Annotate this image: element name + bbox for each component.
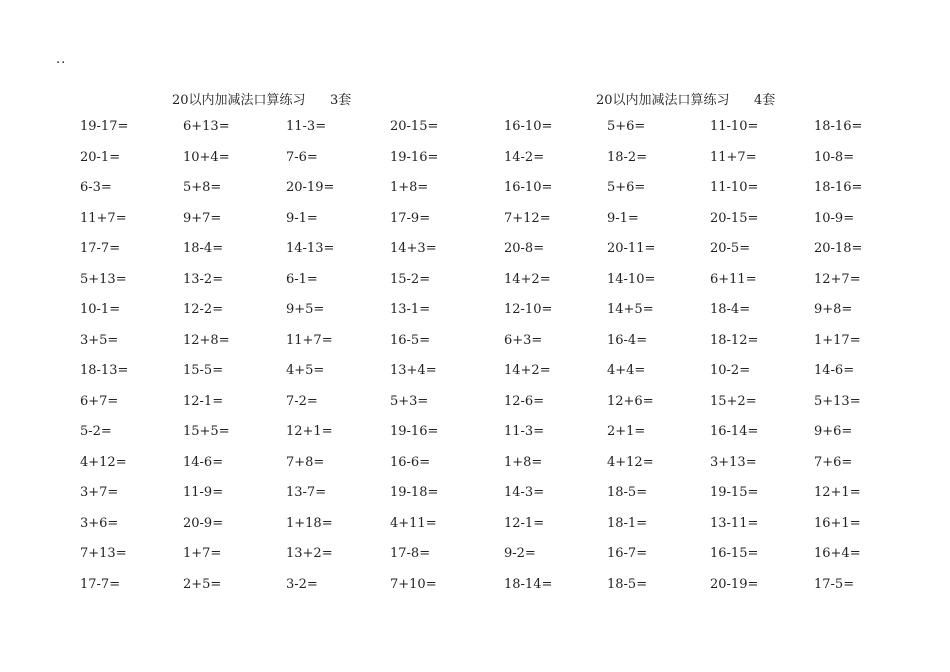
problem-cell: 13-7=	[286, 485, 327, 500]
problem-cell: 5+6=	[607, 180, 646, 195]
problem-cell: 12-2=	[183, 302, 224, 317]
problem-cell: 11-3=	[504, 424, 545, 439]
problem-cell: 9+6=	[814, 424, 853, 439]
problem-cell: 7+13=	[80, 546, 127, 561]
problem-cell: 16+4=	[814, 546, 861, 561]
problem-cell: 20-19=	[710, 576, 759, 592]
problem-cell: 19-16=	[390, 149, 439, 165]
problem-cell: 10-8=	[814, 149, 855, 165]
problem-cell: 20-18=	[814, 241, 863, 256]
problem-cell: 11-9=	[183, 485, 224, 500]
problem-cell: 18-5=	[607, 576, 648, 592]
problem-cell: 1+8=	[504, 454, 543, 470]
problem-cell: 11+7=	[710, 149, 757, 165]
problem-cell: 2+1=	[607, 424, 646, 439]
problem-cell: 14+2=	[504, 271, 551, 287]
problem-cell: 1+18=	[286, 515, 333, 531]
problem-cell: 4+12=	[607, 454, 654, 470]
problem-cell: 6+7=	[80, 393, 119, 409]
problem-cell: 14+2=	[504, 363, 551, 378]
problem-cell: 18-16=	[814, 119, 863, 134]
problem-cell: 6+11=	[710, 271, 757, 287]
problem-cell: 14+3=	[390, 241, 437, 256]
problem-cell: 12-1=	[504, 515, 545, 531]
problem-cell: 18-12=	[710, 332, 759, 348]
problem-cell: 7+8=	[286, 454, 325, 470]
problem-cell: 9-2=	[504, 546, 536, 561]
problem-cell: 18-4=	[710, 302, 751, 317]
problem-cell: 6+13=	[183, 119, 230, 134]
problem-cell: 20-15=	[710, 210, 759, 226]
problem-cell: 1+7=	[183, 546, 222, 561]
problem-cell: 6+3=	[504, 332, 543, 348]
problem-cell: 19-17=	[80, 119, 129, 134]
problem-cell: 13+4=	[390, 363, 437, 378]
problem-cell: 16-5=	[390, 332, 431, 348]
problem-cell: 5+8=	[183, 180, 222, 195]
problem-cell: 12+6=	[607, 393, 654, 409]
problem-cell: 3-2=	[286, 576, 318, 592]
worksheet-title: 20以内加减法口算练习	[172, 93, 306, 108]
problem-cell: 9-1=	[286, 210, 318, 226]
problem-cell: 15+2=	[710, 393, 757, 409]
problem-cell: 19-16=	[390, 424, 439, 439]
problem-cell: 4+12=	[80, 454, 127, 470]
problem-cell: 17-7=	[80, 241, 121, 256]
problem-cell: 13-2=	[183, 271, 224, 287]
problem-cell: 12+7=	[814, 271, 861, 287]
problem-cell: 4+11=	[390, 515, 437, 531]
problem-cell: 18-13=	[80, 363, 129, 378]
problem-cell: 18-1=	[607, 515, 648, 531]
problem-cell: 16-14=	[710, 424, 759, 439]
problem-cell: 1+8=	[390, 180, 429, 195]
problem-cell: 19-15=	[710, 485, 759, 500]
problem-cell: 5-2=	[80, 424, 112, 439]
problem-cell: 10-1=	[80, 302, 121, 317]
problem-cell: 10-2=	[710, 363, 751, 378]
problem-cell: 5+13=	[814, 393, 861, 409]
corner-mark: ..	[56, 52, 67, 67]
problem-cell: 7+12=	[504, 210, 551, 226]
problem-cell: 15-5=	[183, 363, 224, 378]
problem-cell: 4+4=	[607, 363, 646, 378]
problem-cell: 17-7=	[80, 576, 121, 592]
problem-cell: 14-6=	[814, 363, 855, 378]
problem-cell: 20-11=	[607, 241, 656, 256]
problem-cell: 18-4=	[183, 241, 224, 256]
problem-cell: 6-3=	[80, 180, 112, 195]
problem-cell: 6-1=	[286, 271, 318, 287]
problem-cell: 12+1=	[814, 485, 861, 500]
problem-cell: 11+7=	[80, 210, 127, 226]
problem-cell: 13+2=	[286, 546, 333, 561]
problem-cell: 17-5=	[814, 576, 855, 592]
problem-cell: 13-11=	[710, 515, 759, 531]
problem-cell: 3+6=	[80, 515, 119, 531]
problem-cell: 3+13=	[710, 454, 757, 470]
problem-cell: 12-1=	[183, 393, 224, 409]
problem-cell: 19-18=	[390, 485, 439, 500]
problem-cell: 9+5=	[286, 302, 325, 317]
problem-cell: 5+3=	[390, 393, 429, 409]
problem-cell: 14-13=	[286, 241, 335, 256]
problem-cell: 16-7=	[607, 546, 648, 561]
problem-cell: 18-5=	[607, 485, 648, 500]
problem-cell: 15-2=	[390, 271, 431, 287]
problem-cell: 11-10=	[710, 180, 759, 195]
problem-cell: 12+1=	[286, 424, 333, 439]
problem-cell: 18-14=	[504, 576, 553, 592]
problem-cell: 14-10=	[607, 271, 656, 287]
problem-cell: 5+6=	[607, 119, 646, 134]
problem-cell: 17-9=	[390, 210, 431, 226]
problem-cell: 11+7=	[286, 332, 333, 348]
problem-cell: 5+13=	[80, 271, 127, 287]
problem-cell: 13-1=	[390, 302, 431, 317]
problem-cell: 20-1=	[80, 149, 121, 165]
problem-cell: 16-10=	[504, 180, 553, 195]
problem-grid	[504, 112, 916, 600]
worksheet-header	[80, 84, 492, 112]
problem-cell: 18-16=	[814, 180, 863, 195]
problem-cell: 14-3=	[504, 485, 545, 500]
problem-cell: 3+5=	[80, 332, 119, 348]
problem-cell: 16-4=	[607, 332, 648, 348]
problem-cell: 9+7=	[183, 210, 222, 226]
problem-cell: 10+4=	[183, 149, 230, 165]
problem-cell: 20-15=	[390, 119, 439, 134]
problem-cell: 16-10=	[504, 119, 553, 134]
problem-cell: 15+5=	[183, 424, 230, 439]
problem-cell: 14+5=	[607, 302, 654, 317]
problem-cell: 18-2=	[607, 149, 648, 165]
problem-cell: 4+5=	[286, 363, 325, 378]
problem-cell: 1+17=	[814, 332, 861, 348]
worksheet-title: 20以内加减法口算练习	[596, 93, 730, 108]
problem-cell: 20-5=	[710, 241, 751, 256]
problem-cell: 20-8=	[504, 241, 545, 256]
worksheet-set-4	[504, 84, 916, 600]
problem-cell: 12+8=	[183, 332, 230, 348]
problem-cell: 20-19=	[286, 180, 335, 195]
problem-cell: 11-3=	[286, 119, 327, 134]
problem-cell: 11-10=	[710, 119, 759, 134]
problem-cell: 14-6=	[183, 454, 224, 470]
problem-cell: 7+6=	[814, 454, 853, 470]
problem-cell: 3+7=	[80, 485, 119, 500]
problem-cell: 7-2=	[286, 393, 318, 409]
problem-cell: 9-1=	[607, 210, 639, 226]
problem-cell: 2+5=	[183, 576, 222, 592]
problem-cell: 12-10=	[504, 302, 553, 317]
problem-cell: 7-6=	[286, 149, 318, 165]
problem-cell: 16-15=	[710, 546, 759, 561]
problem-cell: 14-2=	[504, 149, 545, 165]
worksheet-set-number: 3套	[330, 93, 352, 108]
problem-cell: 16-6=	[390, 454, 431, 470]
problem-cell: 7+10=	[390, 576, 437, 592]
worksheet-set-number: 4套	[754, 93, 776, 108]
problem-cell: 10-9=	[814, 210, 855, 226]
problem-cell: 9+8=	[814, 302, 853, 317]
worksheet-set-3	[80, 84, 492, 600]
problem-grid	[80, 112, 492, 600]
problem-cell: 20-9=	[183, 515, 224, 531]
problem-cell: 17-8=	[390, 546, 431, 561]
problem-cell: 12-6=	[504, 393, 545, 409]
worksheet-header	[504, 84, 916, 112]
problem-cell: 16+1=	[814, 515, 861, 531]
